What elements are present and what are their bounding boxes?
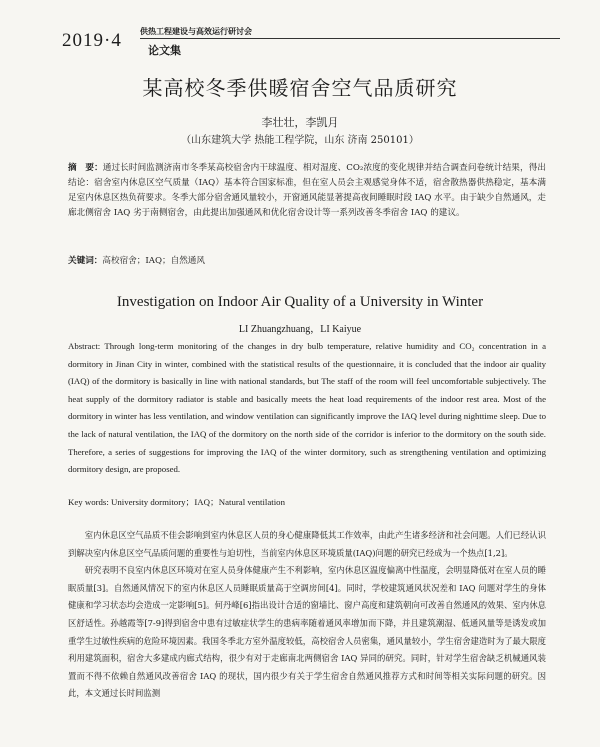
body-text bbox=[68, 527, 546, 703]
column-name: 论文集 bbox=[148, 44, 181, 57]
abstract-cn-text: 通过长时间监测济南市冬季某高校宿舍内干球温度、相对湿度、CO₂浓度的变化规律并结合调查问卷统计结果，得出结论：宿舍室内休息区空气质量（IAQ）基本符合国家标准，但在室人员会主观感觉身体不适，宿舍散热器供热稳定，基本满足室内休息区热负荷要求。冬季大部分宿舍通风量较小，开窗通风能显著提高夜间睡眠时段 IAQ 水平。由于缺少自然通风，走廊北侧宿舍 IAQ 劣于南侧宿舍，由此提出加强通风和优化宿舍设计等一系列改善冬季宿舍 IAQ 的建议。 bbox=[68, 163, 546, 218]
abstract-cn-label: 摘 要： bbox=[68, 163, 103, 173]
abstract-en-label: Abstract: bbox=[68, 341, 101, 351]
running-header bbox=[62, 24, 562, 60]
body-paragraph-2: 研究表明不良室内休息区环境对在室人员身体健康产生不利影响，室内休息区温度偏离中性温度，会明显降低对在室人员的睡眠质量[3]。自然通风情况下的室内休息区人员睡眠质量高于空调房间[4]。同时，学校建筑通风状况差和 IAQ 问题对学生的身体健康和学习状态均会造成一定影响[5]。何丹峰[6]指出设计合适的窗墙比、窗户高度和建筑朝向可改善自然通风的效果、室内休息区舒适性。孙越霞等[7-9]得到宿舍中患有过敏症状学生的患病率随着通风率增加而下降，并且建筑潮湿、低通风量等是诱发或加重学生过敏性疾病的危险环境因素。我国冬季北方室外温度较低，高校宿舍人员密集，通风量较小，学生宿舍建造时为了最大限度利用建筑面积，宿舍大多建成内廊式结构，很少有对于走廊南北两侧宿舍 IAQ 异同的研究。同时，针对学生宿舍缺乏机械通风装置而不得不依赖自然通风改善宿舍 IAQ 的现状，国内很少有关于学生宿舍自然通风推荐方式和时间等相关实际问题的研究。因此，本文通过长时间监测 bbox=[68, 565, 546, 699]
paper-title-en: Investigation on Indoor Air Quality of a University in Winter bbox=[116, 294, 484, 310]
authors-cn: 李壮壮，李凯月 bbox=[261, 116, 339, 129]
body-paragraph-1: 室内休息区空气品质不佳会影响到室内休息区人员的身心健康降低其工作效率，由此产生诸多经济和社会问题。人们已经认识到解决室内休息区空气品质问题的重要性与迫切性，当前室内休息区环境质量(IAQ)问题的研究已经成为一个热点[1,2]。 bbox=[68, 530, 546, 558]
keywords-en-text: University dormitory；IAQ；Natural ventilation bbox=[111, 497, 285, 507]
keywords-cn-text: 高校宿舍；IAQ；自然通风 bbox=[102, 256, 205, 266]
header-rule bbox=[140, 38, 560, 39]
authors-en: LI Zhuangzhuang，LI Kaiyue bbox=[238, 324, 362, 335]
keywords-en-label: Key words: bbox=[68, 497, 109, 507]
keywords-cn bbox=[68, 254, 205, 266]
affiliation-cn: （山东建筑大学 热能工程学院，山东 济南 250101） bbox=[181, 135, 419, 146]
abstract-cn bbox=[68, 161, 546, 221]
abstract-en bbox=[68, 338, 546, 479]
paper-title-cn: 某高校冬季供暖宿舍空气品质研究 bbox=[142, 76, 458, 100]
keywords-cn-label: 关键词： bbox=[68, 256, 103, 266]
abstract-en-text: Through long-term monitoring of the changes in dry bulb temperature, relative humidity and CO₂ concentration in a dormitory in Jinan City in winter, combined with the statistical results of the questionnaire, it is concluded that the indoor air quality (IAQ) of the dormitory is basically in line with national standards, but The staff of the room will feel uncomfortable subjectively. The heat supply of the dormitory radiator is stable and basically meets the heat load requirements of the indoor rest area. Most of the dormitory in winter has less ventilation, and window ventilation can significantly improve the IAQ level during nighttime sleep. Due to the lack of natural ventilation, the IAQ of the dormitory on the north side of the corridor is inferior to the dormitory on the south side. Therefore, a series of suggestions for improving the IAQ of the winter dormitory, such as strengthening ventilation and optimizing dormitory design, are proposed. bbox=[68, 341, 546, 475]
year-issue: 2019·4 bbox=[62, 30, 122, 51]
conference-name: 供热工程建设与高效运行研讨会 bbox=[140, 26, 252, 36]
keywords-en bbox=[68, 495, 285, 508]
